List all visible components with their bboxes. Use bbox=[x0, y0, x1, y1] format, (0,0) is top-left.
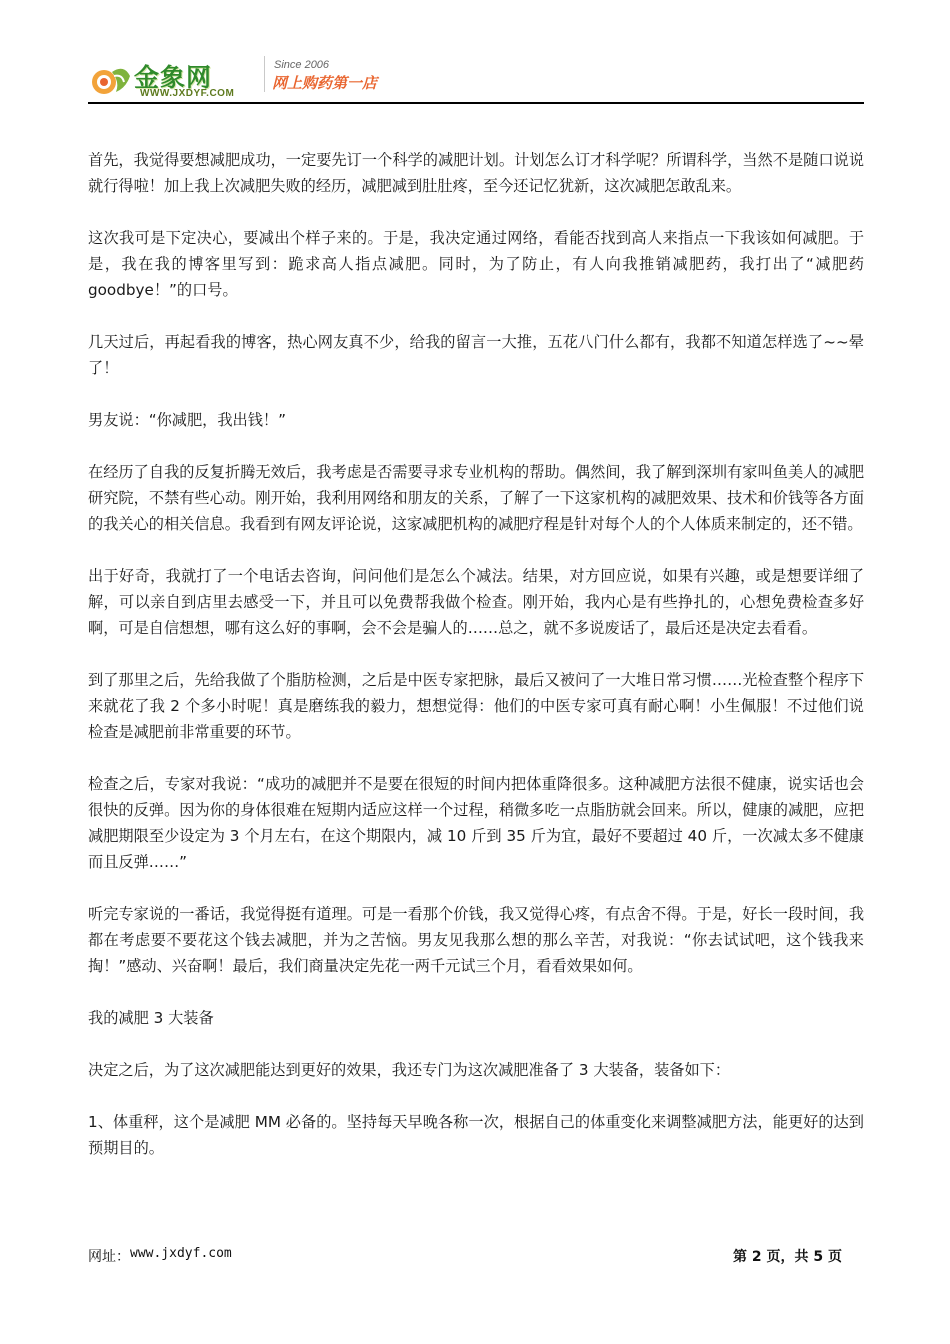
header-divider bbox=[264, 56, 265, 92]
brand-name: 金象网 bbox=[134, 63, 213, 92]
paragraph: 出于好奇，我就打了一个电话去咨询，问问他们是怎么个减法。结果，对方回应说，如果有兴趣，或是想要详细了解，可以亲自到店里去感受一下，并且可以免费帮我做个检查。刚开始，我内心是有些挣扎的，心想免费检查多好啊，可是自信想想，哪有这么好的事啊，会不会是骗人的……总之，就不多说废话了，最后还是决定去看看。 bbox=[88, 567, 864, 637]
brand-url: WWW.JXDYF.COM bbox=[140, 88, 235, 99]
article-body bbox=[88, 147, 864, 1187]
site-logo[interactable] bbox=[88, 52, 258, 100]
section-heading: 我的减肥 3 大装备 bbox=[88, 1009, 214, 1027]
paragraph: 决定之后，为了这次减肥能达到更好的效果，我还专门为这次减肥准备了 3 大装备，装备如下： bbox=[88, 1061, 731, 1079]
paragraph: 1、体重秤，这个是减肥 MM 必备的。坚持每天早晚各称一次，根据自己的体重变化来调整减肥方法，能更好的达到预期目的。 bbox=[88, 1113, 864, 1157]
page-number: 第 2 页，共 5 页 bbox=[733, 1249, 842, 1265]
footer-url-label: 网址： bbox=[88, 1249, 130, 1265]
page-header bbox=[88, 44, 864, 104]
paragraph: 检查之后，专家对我说：“成功的减肥并不是要在很短的时间内把体重降很多。这种减肥方法很不健康，说实话也会很快的反弹。因为你的身体很难在短期内适应这样一个过程，稍微多吃一点脂肪就会回来。所以，健康的减肥，应把减肥期限至少设定为 3 个月左右，在这个期限内，减 10 斤到 35 斤为宜，最好不要超过 40 斤，一次减太多不健康而且反弹……” bbox=[88, 775, 864, 871]
slogan: 网上购药第一店 bbox=[272, 74, 378, 92]
paragraph: 男友说：“你减肥，我出钱！” bbox=[88, 411, 286, 429]
since-text: Since 2006 bbox=[274, 59, 330, 71]
paragraph: 听完专家说的一番话，我觉得挺有道理。可是一看那个价钱，我又觉得心疼，有点舍不得。于是，好长一段时间，我都在考虑要不要花这个钱去减肥，并为之苦恼。男友见我那么想的那么辛苦，对我说：“你去试试吧，这个钱我来掏！”感动、兴奋啊！最后，我们商量决定先花一两千元试三个月，看看效果如何。 bbox=[88, 905, 864, 975]
header-rule bbox=[88, 102, 864, 104]
footer-url-link[interactable]: www.jxdyf.com bbox=[130, 1246, 232, 1261]
paragraph: 首先，我觉得要想减肥成功，一定要先订一个科学的减肥计划。计划怎么订才科学呢？所谓科学，当然不是随口说说就行得啦！加上我上次减肥失败的经历，减肥减到肚肚疼，至今还记忆犹新，这次减肥怎敢乱来。 bbox=[88, 151, 864, 195]
paragraph: 几天过后，再起看我的博客，热心网友真不少，给我的留言一大推，五花八门什么都有，我都不知道怎样选了~~晕了！ bbox=[88, 333, 864, 377]
paragraph: 在经历了自我的反复折腾无效后，我考虑是否需要寻求专业机构的帮助。偶然间，我了解到深圳有家叫鱼美人的减肥研究院，不禁有些心动。刚开始，我利用网络和朋友的关系，了解了一下这家机构的减肥效果、技术和价钱等各方面的我关心的相关信息。我看到有网友评论说，这家减肥机构的减肥疗程是针对每个人的个人体质来制定的，还不错。 bbox=[88, 463, 864, 533]
paragraph: 这次我可是下定决心，要减出个样子来的。于是，我决定通过网络，看能否找到高人来指点一下我该如何减肥。于是，我在我的博客里写到：跪求高人指点减肥。同时，为了防止，有人向我推销减肥药，我打出了“减肥药 goodbye！”的口号。 bbox=[88, 229, 864, 299]
paragraph: 到了那里之后，先给我做了个脂肪检测，之后是中医专家把脉，最后又被问了一大堆日常习惯……光检查整个程序下来就花了我 2 个多小时呢！真是磨练我的毅力，想想觉得：他们的中医专家可真有耐心啊！小生佩服！不过他们说检查是减肥前非常重要的环节。 bbox=[88, 671, 864, 741]
logo-icon bbox=[90, 62, 134, 98]
page-footer bbox=[88, 1243, 864, 1269]
